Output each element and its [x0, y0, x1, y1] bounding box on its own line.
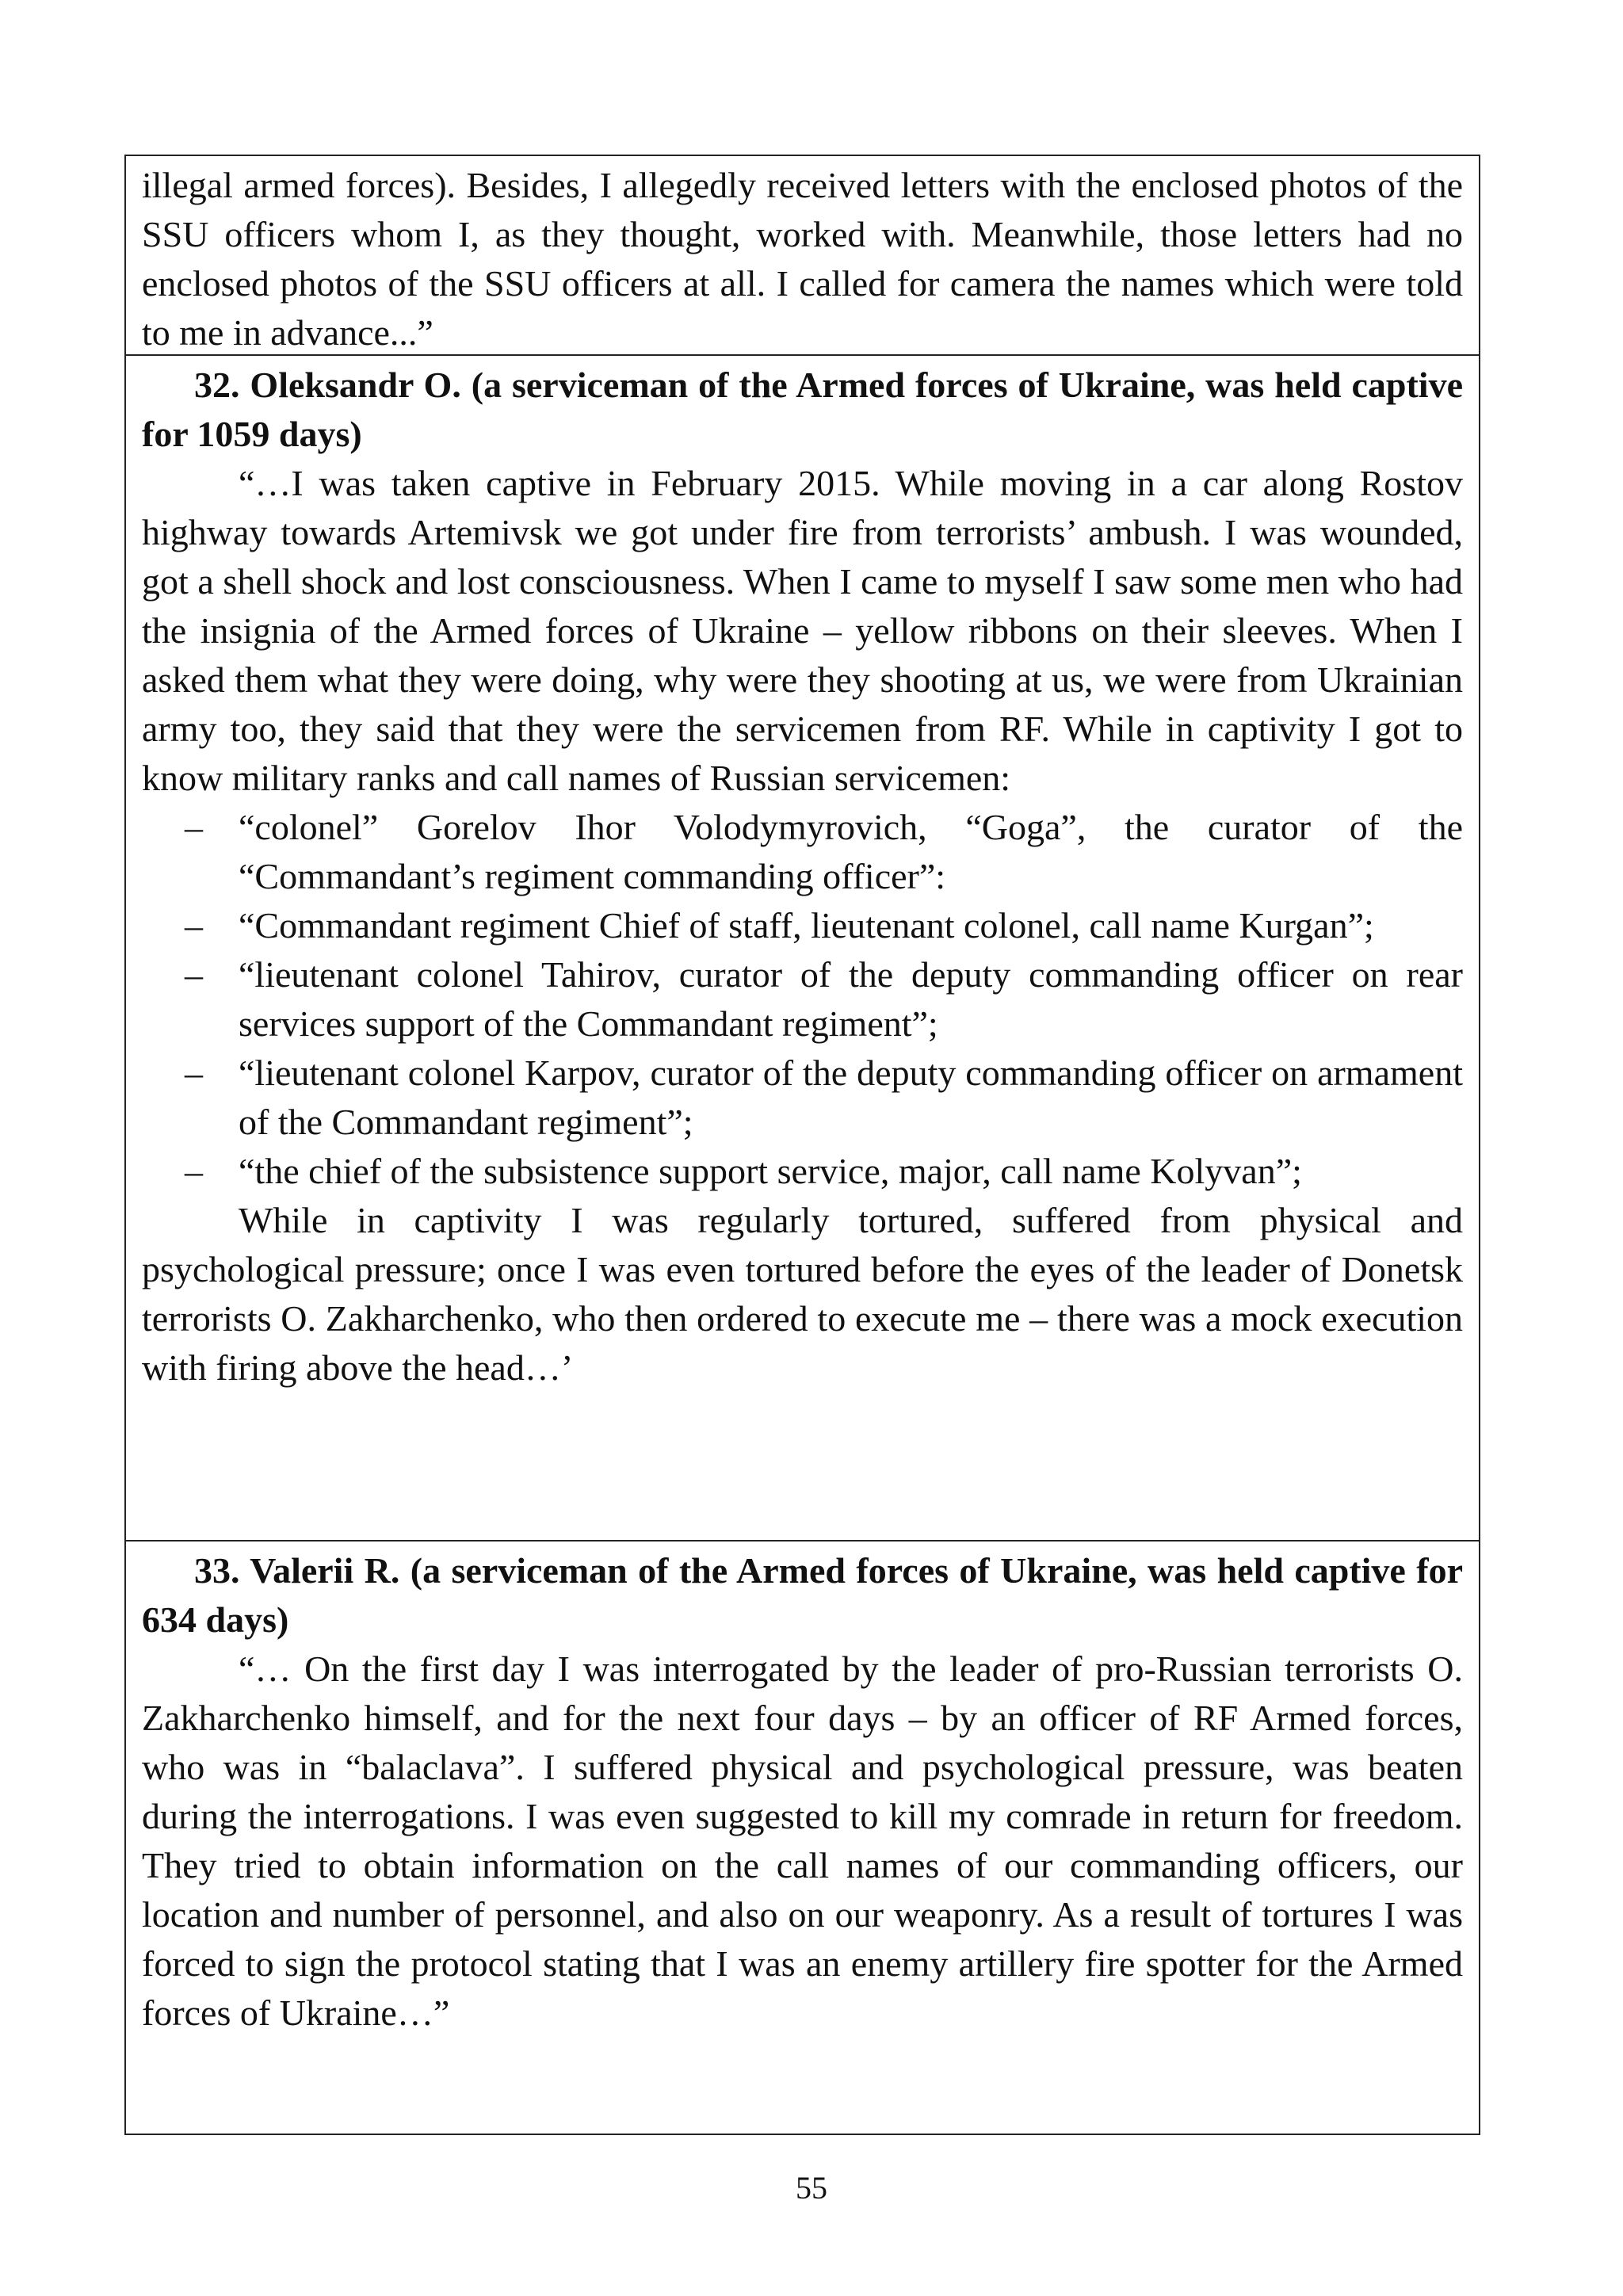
dash-bullet: – — [185, 1052, 203, 1093]
testimony-table — [124, 155, 1480, 2135]
list-item: – “lieutenant colonel Tahirov, curator of the deputy commanding officer on rear services support of the Commandant regiment”; — [142, 950, 1463, 1049]
list-item: – “colonel” Gorelov Ihor Volodymyrovich, “Goga”, the curator of the “Commandant’s regiment commanding officer”: — [142, 803, 1463, 901]
entry-32-paragraph-2: While in captivity I was regularly tortured, suffered from physical and psychological pressure; once I was even tortured before the eyes of the leader of Donetsk terrorists O. Zakharchenko, who then ordered to execute me – there was a mock execution with firing above the head…’ — [142, 1200, 1463, 1388]
dash-bullet: – — [185, 954, 203, 995]
entry-33-heading: 33. Valerii R. (a serviceman of the Armed forces of Ukraine, was held captive for 634 days) — [142, 1550, 1463, 1640]
page-number: 55 — [796, 2170, 827, 2206]
entry-32-paragraph-1: “…I was taken captive in February 2015. While moving in a car along Rostov highway towards Artemivsk we got under fire from terrorists’ ambush. I was wounded, got a shell shock and lost consciousness. When I came to myself I saw some men who had the insignia of the Armed forces of Ukraine – yellow ribbons on their sleeves. When I asked them what they were doing, why were they shooting at us, we were from Ukrainian army too, they said that they were the servicemen from RF. While in captivity I got to know military ranks and call names of Russian servicemen: — [142, 463, 1463, 798]
dash-bullet: – — [185, 807, 203, 847]
dash-bullet: – — [185, 905, 203, 946]
entry-33-paragraph-1: “… On the first day I was interrogated by the leader of pro-Russian terrorists O. Zakharchenko himself, and for the next four days – by an officer of RF Armed forces, who was in “balaclava”. I suffered physical and psychological pressure, was beaten during the interrogations. I was even suggested to kill my comrade in return for freedom. They tried to obtain information on the call names of our commanding officers, our location and number of personnel, and also on our weaponry. As a result of tortures I was forced to sign the protocol stating that I was an enemy artillery fire spotter for the Armed forces of Ukraine…” — [142, 1648, 1463, 2033]
list-item: – “lieutenant colonel Karpov, curator of the deputy commanding officer on armament of the Commandant regiment”; — [142, 1049, 1463, 1147]
russian-servicemen-list — [142, 803, 1463, 1196]
continuation-paragraph: illegal armed forces). Besides, I allegedly received letters with the enclosed photos of the SSU officers whom I, as they thought, worked with. Meanwhile, those letters had no enclosed photos of the SSU officers at all. I called for camera the names which were told to me in advance...” — [142, 165, 1463, 353]
list-item: – “Commandant regiment Chief of staff, lieutenant colonel, call name Kurgan”; — [142, 901, 1463, 950]
entry-32-heading: 32. Oleksandr O. (a serviceman of the Armed forces of Ukraine, was held captive for 1059 days) — [142, 365, 1463, 454]
dash-bullet: – — [185, 1151, 203, 1191]
list-item: – “the chief of the subsistence support service, major, call name Kolyvan”; — [142, 1147, 1463, 1196]
table-row-entry-32 — [126, 354, 1479, 1540]
table-row-entry-33 — [126, 1540, 1479, 2134]
table-row-continuation — [126, 156, 1479, 354]
